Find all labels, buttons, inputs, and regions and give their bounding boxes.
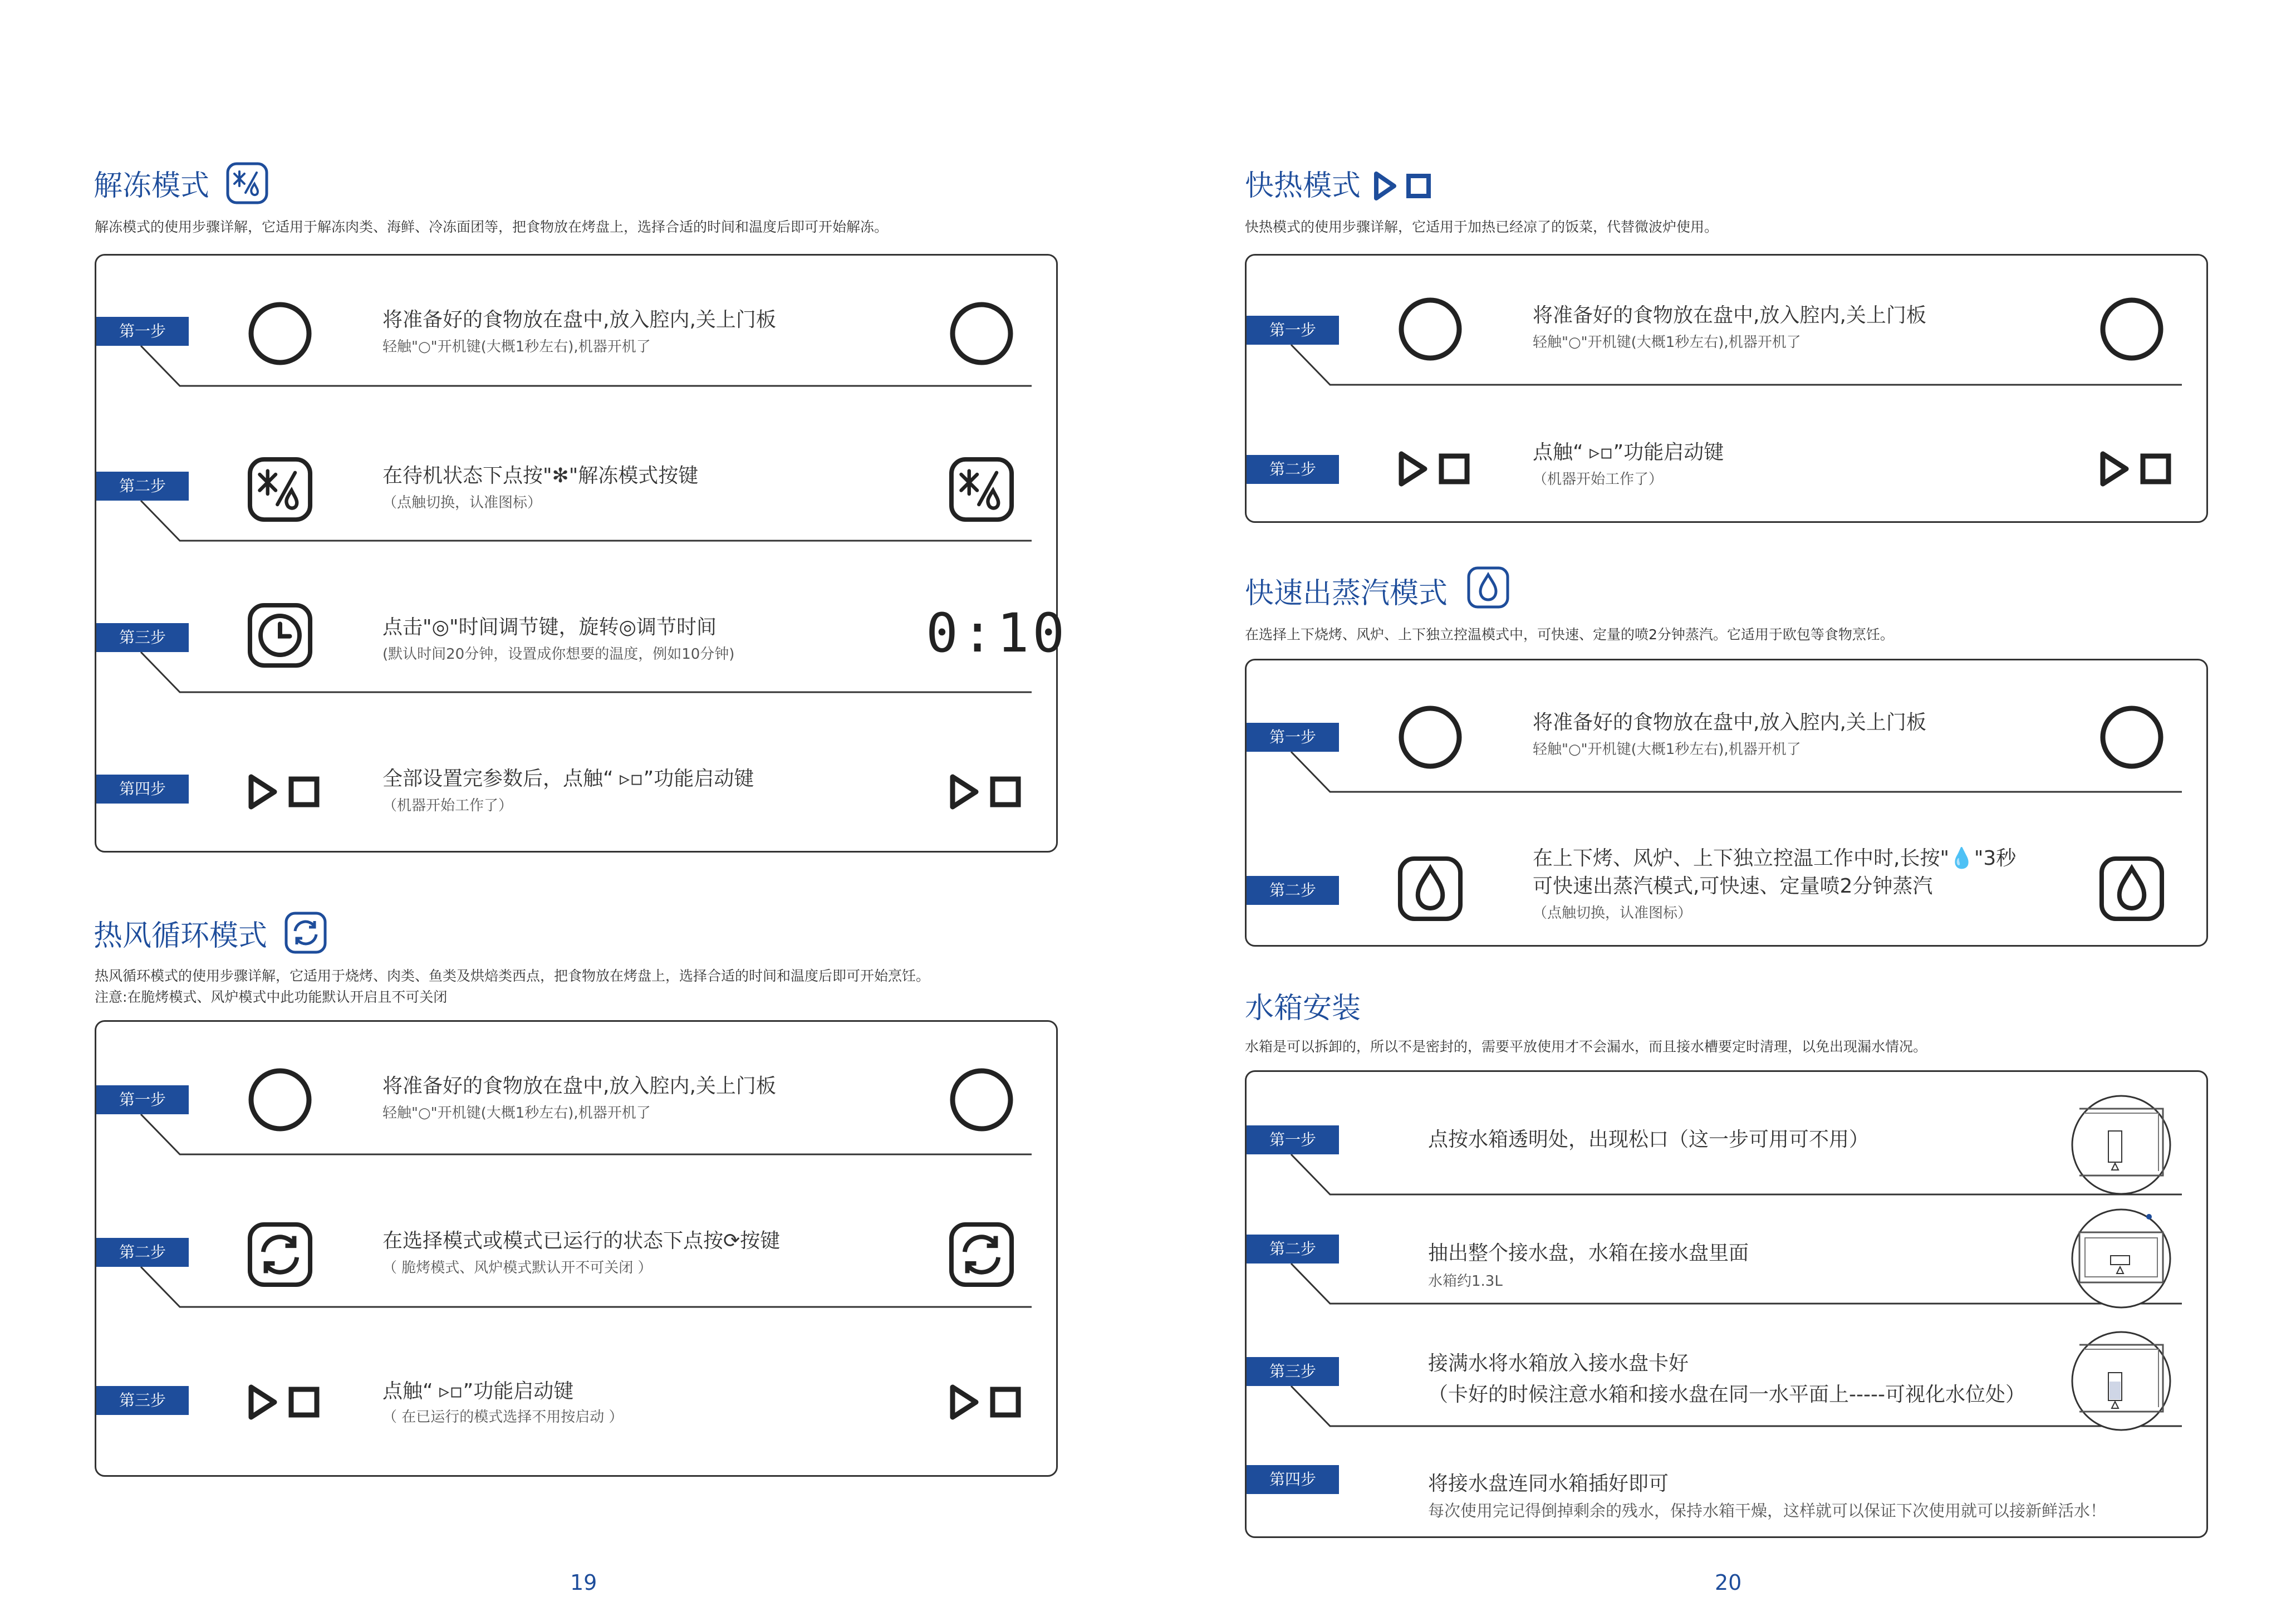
tank-title: 水箱安装 — [1245, 992, 1361, 1025]
play-stop-icon — [247, 773, 325, 810]
step-main-text: 点触“ ▹▫”功能启动键 — [1533, 441, 1724, 464]
step-main-text: 接满水将水箱放入接水盘卡好 — [1428, 1352, 1689, 1375]
step-main-text: 将接水盘连同水箱插好即可 — [1428, 1472, 1669, 1495]
page-number-right: 20 — [1715, 1570, 1742, 1595]
convection-steps-box — [95, 1020, 1058, 1477]
step-divider — [1247, 345, 2210, 412]
step-tag: 第一步 — [1247, 723, 1339, 752]
clock-icon — [246, 601, 315, 670]
step-main-text: 在上下烤、风炉、上下独立控温工作中时,长按"💧"3秒 — [1533, 847, 2017, 870]
defrost-title: 解冻模式 — [94, 169, 210, 203]
step-tag: 第三步 — [1247, 1357, 1339, 1386]
tank-illustration — [2068, 1092, 2174, 1198]
step-sub-text: （卡好的时候注意水箱和接水盘在同一水平面上-----可视化水位处） — [1428, 1383, 2025, 1406]
steam-desc: 在选择上下烧烤、风炉、上下独立控温模式中，可快速、定量的喷2分钟蒸汽。它适用于欧包等食物烹饪。 — [1245, 626, 1894, 643]
step-tag: 第一步 — [96, 317, 189, 346]
step-sub-text: （ 脆烤模式、风炉模式默认开不可关闭 ） — [382, 1260, 653, 1276]
tank-desc: 水箱是可以拆卸的，所以不是密封的，需要平放使用才不会漏水，而且接水槽要定时清理，以免出现漏水情况。 — [1245, 1039, 1927, 1055]
step-main-text: 将准备好的食物放在盘中,放入腔内,关上门板 — [1533, 304, 1926, 327]
step-divider — [96, 501, 1059, 567]
power-icon — [1397, 296, 1464, 363]
step-main-text: 将准备好的食物放在盘中,放入腔内,关上门板 — [1533, 711, 1926, 734]
tank-illustration — [2068, 1328, 2174, 1434]
step-main-text: 将准备好的食物放在盘中,放入腔内,关上门板 — [382, 308, 776, 331]
step-main-text: 在待机状态下点按"✻"解冻模式按键 — [382, 464, 699, 487]
power-icon — [2098, 704, 2165, 771]
power-icon — [948, 300, 1015, 367]
step-main-text: 全部设置完参数后，点触“ ▹▫”功能启动键 — [382, 767, 754, 790]
step-sub-text: 轻触"○"开机键(大概1秒左右),机器开机了 — [1533, 741, 1801, 758]
step-sub-text: （点触切换，认准图标） — [1533, 905, 1692, 922]
power-icon — [247, 300, 313, 367]
step-main-text: 抽出整个接水盘，水箱在接水盘里面 — [1428, 1242, 1749, 1265]
convection-title: 热风循环模式 — [94, 919, 268, 953]
convection-icon — [284, 911, 327, 954]
step-tag: 第四步 — [1247, 1465, 1339, 1494]
defrost-icon — [947, 455, 1016, 524]
steam-drop-icon — [1466, 566, 1510, 609]
step-tag: 第二步 — [96, 1238, 189, 1267]
power-icon — [948, 1066, 1015, 1133]
step-sub-text: 水箱约1.3L — [1428, 1273, 1503, 1290]
step-sub-text: （ 在已运行的模式选择不用按启动 ） — [382, 1409, 624, 1426]
power-icon — [2098, 296, 2165, 363]
step-tag: 第四步 — [96, 775, 189, 804]
quickheat-steps-box — [1245, 254, 2208, 523]
step-tag: 第三步 — [96, 623, 189, 652]
play-stop-icon — [2098, 450, 2176, 487]
step-tag: 第一步 — [1247, 1125, 1339, 1154]
play-stop-icon — [1397, 450, 1475, 487]
quickheat-desc: 快热模式的使用步骤详解，它适用于加热已经凉了的饭菜，代替微波炉使用。 — [1245, 219, 1719, 235]
power-icon — [1397, 704, 1464, 771]
play-stop-icon — [948, 1384, 1026, 1421]
defrost-steps-box — [95, 254, 1068, 853]
defrost-icon — [225, 161, 269, 205]
step-sub-text: (默认时间20分钟，设置成你想要的温度，例如10分钟) — [382, 646, 735, 663]
step-sub-text: 每次使用完记得倒掉剩余的残水，保持水箱干燥，这样就可以保证下次使用就可以接新鲜活水！ — [1428, 1501, 2107, 1520]
convection-desc: 热风循环模式的使用步骤详解，它适用于烧烤、肉类、鱼类及烘焙类西点，把食物放在烤盘上，选择合适的时间和温度后即可开始烹饪。 — [95, 968, 930, 984]
tank-steps-box — [1245, 1070, 2208, 1538]
quickheat-title: 快热模式 — [1245, 169, 1361, 203]
step-main-text: 将准备好的食物放在盘中,放入腔内,关上门板 — [382, 1075, 776, 1098]
steam-drop-icon — [2097, 854, 2166, 923]
time-display: 0:10 — [926, 602, 1068, 664]
page-number-left: 19 — [570, 1570, 597, 1595]
step-divider — [1247, 1264, 2210, 1330]
step-main-text: 点击"◎"时间调节键，旋转◎调节时间 — [382, 616, 717, 639]
step-main-text-line2: 可快速出蒸汽模式,可快速、定量喷2分钟蒸汽 — [1533, 875, 1933, 898]
step-tag: 第二步 — [1247, 876, 1339, 905]
play-stop-icon — [948, 773, 1026, 810]
defrost-desc: 解冻模式的使用步骤详解，它适用于解冻肉类、海鲜、冷冻面团等，把食物放在烤盘上，选择合适的时间和温度后即可开始解冻。 — [95, 219, 889, 235]
step-main-text: 点按水箱透明处，出现松口（这一步可用可不用） — [1428, 1128, 1870, 1151]
power-icon — [247, 1066, 313, 1133]
step-sub-text: 轻触"○"开机键(大概1秒左右),机器开机了 — [1533, 334, 1801, 351]
step-divider — [96, 1114, 1059, 1181]
steam-title: 快速出蒸汽模式 — [1245, 577, 1448, 610]
step-tag: 第一步 — [96, 1085, 189, 1114]
steam-drop-icon — [1396, 854, 1465, 923]
step-tag: 第二步 — [1247, 1235, 1339, 1264]
step-tag: 第二步 — [1247, 455, 1339, 484]
step-main-text: 在选择模式或模式已运行的状态下点按⟳按键 — [382, 1230, 781, 1252]
step-tag: 第二步 — [96, 472, 189, 501]
steam-steps-box — [1245, 659, 2208, 947]
step-divider — [1247, 752, 2210, 819]
step-sub-text: 轻触"○"开机键(大概1秒左右),机器开机了 — [382, 339, 651, 355]
convection-note: 注意:在脆烤模式、风炉模式中此功能默认开启且不可关闭 — [95, 989, 448, 1005]
step-divider — [1247, 1154, 2210, 1221]
tank-illustration — [2068, 1206, 2174, 1311]
play-stop-icon — [1373, 170, 1435, 202]
play-stop-icon — [247, 1384, 325, 1421]
step-sub-text: （点触切换，认准图标） — [382, 494, 542, 511]
step-main-text: 点触“ ▹▫”功能启动键 — [382, 1380, 574, 1403]
convection-icon — [246, 1220, 315, 1289]
convection-icon — [947, 1220, 1016, 1289]
step-tag: 第三步 — [96, 1386, 189, 1415]
step-sub-text: （机器开始工作了） — [1533, 471, 1664, 488]
step-tag: 第一步 — [1247, 316, 1339, 345]
defrost-icon — [246, 455, 315, 524]
step-sub-text: （机器开始工作了） — [382, 797, 513, 814]
step-sub-text: 轻触"○"开机键(大概1秒左右),机器开机了 — [382, 1105, 651, 1122]
